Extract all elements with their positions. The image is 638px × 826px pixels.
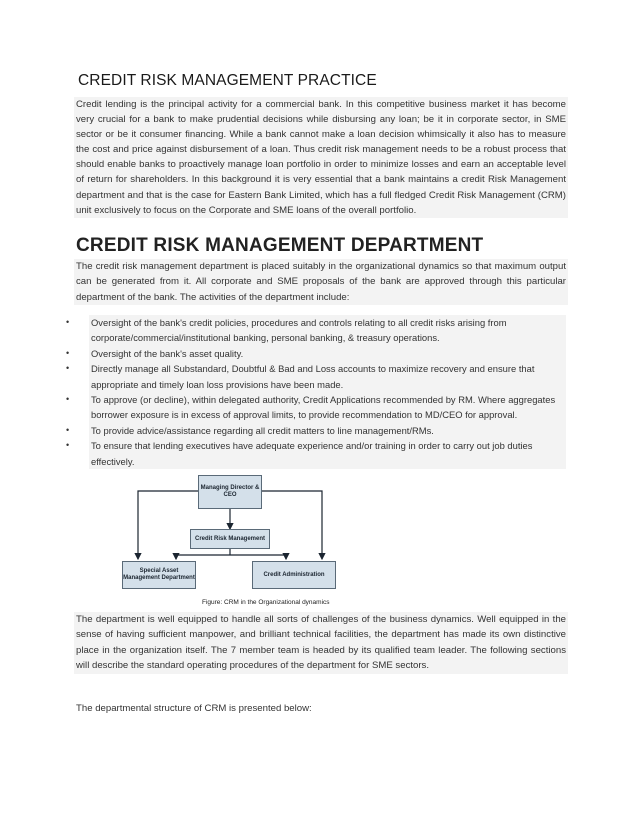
box-managing-director: Managing Director & CEO — [198, 475, 262, 509]
list-item-text: To ensure that lending executives have adequate experience and/or training in order to carry out job duties effectively. — [89, 438, 566, 469]
box-credit-risk-management: Credit Risk Management — [190, 529, 270, 549]
connector-crm-sam — [176, 555, 230, 559]
paragraph-department: The credit risk management department is placed suitably in the organizational dynamics so that maximum output can be generated from it. All corporate and SME proposals of the bank are approved through this particular department of the bank. The activities of the department include: — [74, 259, 568, 305]
list-item — [0, 361, 566, 392]
bullet-icon: • — [66, 394, 70, 405]
connector-md-ca — [262, 491, 322, 559]
list-item — [0, 315, 566, 346]
section-heading-department: CREDIT RISK MANAGEMENT DEPARTMENT — [76, 235, 484, 256]
section-heading-practice: CREDIT RISK MANAGEMENT PRACTICE — [78, 72, 377, 89]
figure-caption: Figure: CRM in the Organizational dynamics — [202, 599, 330, 606]
paragraph-structure: The departmental structure of CRM is presented below: — [76, 703, 312, 714]
bullet-icon: • — [66, 317, 70, 327]
bullet-icon: • — [66, 347, 70, 358]
activities-list — [0, 315, 638, 469]
list-item-text: To approve (or decline), within delegated authority, Credit Applications recommended by RM. Where aggregates borrower exposure is in excess of approval limits, to provide recommendation to MD/CEO for approval. — [89, 392, 566, 423]
list-item-text: Oversight of the bank's credit policies, procedures and controls relating to all credit risks arising from corporate/commercial/institutional banking, personal banking, & treasury operations. — [89, 315, 566, 346]
paragraph-intro: Credit lending is the principal activity for a commercial bank. In this competitive business market it has become very crucial for a bank to make prudential decisions while disbursing any loan; be it in corporate sector, in SME sector or be it consumer financing. While a bank cannot make a loan decision whimsically it also has to measure the cost and price against disbursement of a loan. Thus credit risk management needs to be a robust process that should enable banks to proactively manage loan portfolio in order to minimize losses and earn an acceptable level of return for shareholders. In this background it is very essential that a bank maintains a credit Risk Management department and that is the case for Eastern Bank Limited, which has a full fledged Credit Risk Management (CRM) unit exclusively to focus on the Corporate and SME loans of the overall portfolio. — [74, 97, 568, 218]
list-item-text: To provide advice/assistance regarding all credit matters to line management/RMs. — [89, 423, 566, 438]
org-chart — [118, 473, 342, 609]
connector-md-sam — [138, 491, 198, 559]
list-item — [0, 392, 566, 423]
list-item-text: Directly manage all Substandard, Doubtful & Bad and Loss accounts to maximize recovery and ensure that appropriate and timely loan loss provisions have been made. — [89, 361, 566, 392]
bullet-icon: • — [66, 424, 70, 435]
bullet-icon: • — [66, 363, 70, 374]
paragraph-team: The department is well equipped to handle all sorts of challenges of the business dynamics. Well equipped in the sense of having sufficient manpower, and brilliant technical facilities, the department has made its own distinctive place in the organization itself. The 7 member team is headed by its qualified team leader. The following sections will describe the standard operating procedures of the department for SME sectors. — [74, 612, 568, 674]
bullet-icon: • — [66, 440, 70, 451]
box-special-asset: Special Asset Management Department — [122, 561, 196, 589]
list-item — [0, 438, 566, 469]
list-item — [0, 423, 566, 438]
list-item-text: Oversight of the bank's asset quality. — [89, 346, 566, 361]
box-credit-administration: Credit Administration — [252, 561, 336, 589]
connector-crm-ca — [230, 555, 286, 559]
list-item — [0, 346, 566, 361]
